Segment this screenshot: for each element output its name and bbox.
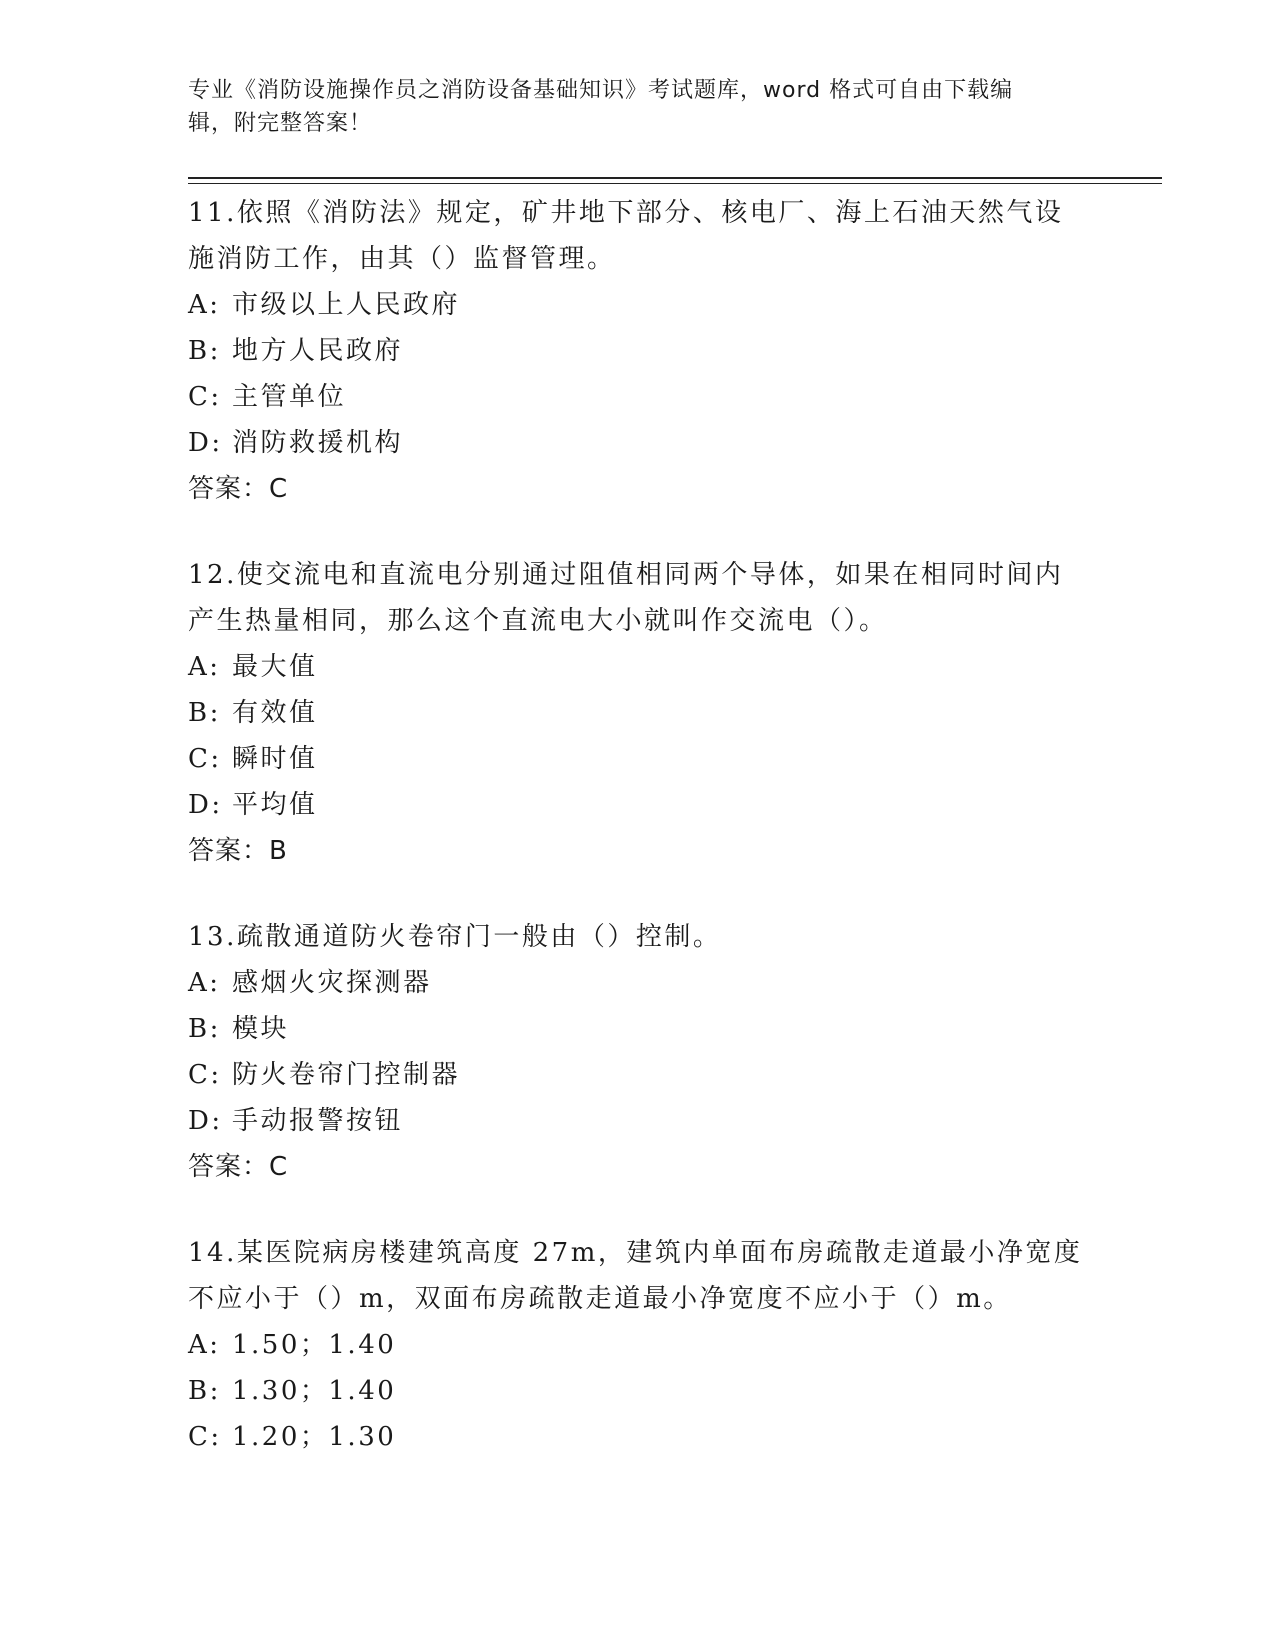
option-key: B:: [188, 1376, 221, 1406]
answer-line: 答案：C: [188, 474, 289, 504]
option-d: [188, 1098, 1088, 1144]
option-c: [188, 374, 1088, 420]
option-key: C:: [188, 1422, 222, 1452]
option-a: [188, 644, 1088, 690]
option-d: [188, 420, 1088, 466]
option-text: 地方人民政府: [232, 336, 404, 366]
question-12: [188, 552, 1088, 874]
option-text: 主管单位: [232, 382, 347, 412]
option-key: D:: [188, 1106, 223, 1136]
header-line-2: 辑，附完整答案！: [188, 111, 373, 136]
header-line-1: 专业《消防设施操作员之消防设备基础知识》考试题库，word 格式可自由下载编: [188, 78, 1014, 103]
option-c: [188, 1052, 1088, 1098]
option-key: A:: [188, 1330, 221, 1360]
option-key: D:: [188, 790, 223, 820]
option-key: B:: [188, 336, 221, 366]
option-b: [188, 690, 1088, 736]
option-c: [188, 736, 1088, 782]
option-d: [188, 782, 1088, 828]
option-text: 消防救援机构: [232, 428, 404, 458]
question-stem-line: 11.依照《消防法》规定，矿井地下部分、核电厂、海上石油天然气设: [188, 198, 1064, 228]
option-key: C:: [188, 744, 222, 774]
option-a: [188, 1322, 1088, 1368]
question-13: [188, 914, 1088, 1190]
option-c: [188, 1414, 1088, 1460]
question-stem-line: 不应小于（）m，双面布房疏散走道最小净宽度不应小于（）m。: [188, 1284, 1012, 1314]
question-stem-line: 13.疏散通道防火卷帘门一般由（）控制。: [188, 922, 722, 952]
option-key: C:: [188, 382, 222, 412]
option-key: B:: [188, 1014, 221, 1044]
document-header: [188, 74, 1088, 140]
answer-line: 答案：C: [188, 1152, 289, 1182]
option-text: 市级以上人民政府: [232, 290, 461, 320]
option-key: A:: [188, 652, 221, 682]
option-key: C:: [188, 1060, 222, 1090]
option-a: [188, 282, 1088, 328]
option-text: 最大值: [232, 652, 318, 682]
option-b: [188, 328, 1088, 374]
option-text: 手动报警按钮: [232, 1106, 404, 1136]
header-divider-thick: [188, 177, 1162, 179]
question-stem-line: 14.某医院病房楼建筑高度 27m，建筑内单面布房疏散走道最小净宽度: [188, 1238, 1083, 1268]
option-text: 有效值: [232, 698, 318, 728]
option-text: 防火卷帘门控制器: [232, 1060, 461, 1090]
question-stem-line: 施消防工作，由其（）监督管理。: [188, 244, 616, 274]
option-key: A:: [188, 968, 221, 998]
option-b: [188, 1368, 1088, 1414]
question-list: [188, 190, 1088, 1500]
option-a: [188, 960, 1088, 1006]
option-text: 1.50；1.40: [232, 1330, 397, 1360]
question-stem-line: 产生热量相同，那么这个直流电大小就叫作交流电（）。: [188, 606, 888, 636]
question-11: [188, 190, 1088, 512]
question-stem-line: 12.使交流电和直流电分别通过阻值相同两个导体，如果在相同时间内: [188, 560, 1064, 590]
option-text: 感烟火灾探测器: [232, 968, 432, 998]
answer-line: 答案：B: [188, 836, 288, 866]
option-key: A:: [188, 290, 221, 320]
header-divider-thin: [188, 183, 1162, 184]
question-14: [188, 1230, 1088, 1460]
option-b: [188, 1006, 1088, 1052]
option-text: 模块: [232, 1014, 290, 1044]
option-text: 瞬时值: [232, 744, 318, 774]
option-key: D:: [188, 428, 223, 458]
option-text: 1.30；1.40: [232, 1376, 397, 1406]
option-text: 平均值: [232, 790, 318, 820]
option-text: 1.20；1.30: [232, 1422, 397, 1452]
option-key: B:: [188, 698, 221, 728]
